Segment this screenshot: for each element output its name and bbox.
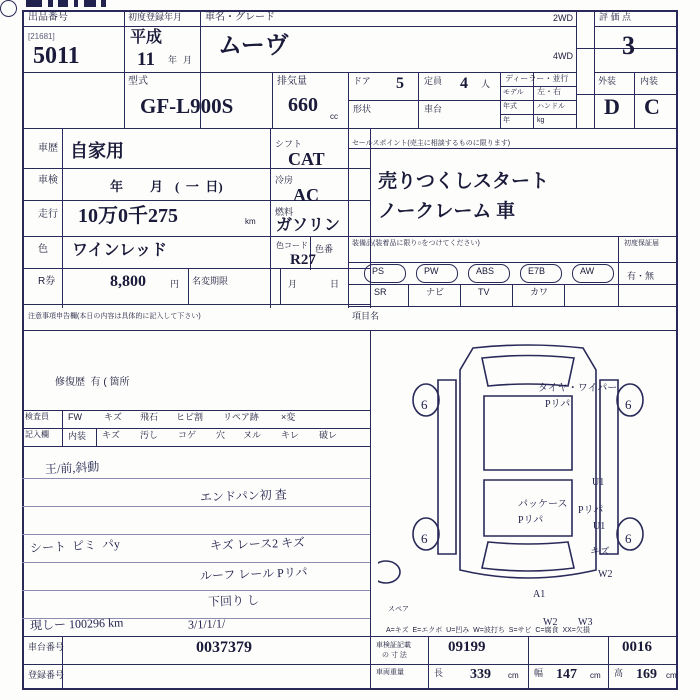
line-sales-bot xyxy=(348,236,676,237)
exhibit-no-value: 5011 xyxy=(33,43,80,69)
handwritten-note-1: エンドパン初 査 xyxy=(199,487,287,505)
check-item-2[interactable]: 飛石 xyxy=(140,412,159,422)
insp-year: 年 xyxy=(110,179,124,194)
label-use: 車歴 xyxy=(38,143,58,154)
label-interior-check: 内装 xyxy=(68,431,87,441)
line-m5b xyxy=(22,330,370,331)
label-shift: シフト xyxy=(275,139,303,149)
footer-right-top: 0016 xyxy=(622,639,652,655)
label-handle: ハンドル xyxy=(537,103,565,110)
label-sales-point: セールスポイント(売主に相談するものに限ります) xyxy=(352,140,511,147)
label-exhibit-no: 出品番号 xyxy=(28,12,68,23)
check-interior-item-1[interactable]: 汚し xyxy=(140,430,159,440)
label-fuel: 燃料 xyxy=(275,207,294,217)
handwritten-note-7: 3/1/1/1/ xyxy=(187,616,226,632)
color-value: ワインレッド xyxy=(72,242,167,259)
equip-item-e7b[interactable]: E7B xyxy=(528,266,546,276)
line-equip-1 xyxy=(348,262,676,263)
color-code-value: R27 xyxy=(290,252,316,268)
rule-1 xyxy=(22,478,370,479)
line-h-sub3 xyxy=(500,114,576,115)
footer-mid-top: 09199 xyxy=(448,639,486,655)
reg-era: 平成 xyxy=(130,29,163,46)
check-item-3[interactable]: ヒビ割 xyxy=(176,412,204,422)
label-color: 色 xyxy=(38,244,48,255)
equip-item-pw[interactable]: PW xyxy=(424,266,439,276)
check-interior-item-3[interactable]: 穴 xyxy=(216,430,226,440)
height-value: 169 xyxy=(636,667,657,682)
diagram-mark-3: Pリパ xyxy=(518,515,544,526)
label-displacement: 排気量 xyxy=(277,76,307,87)
label-color-code: 色コード xyxy=(276,241,308,250)
line-check-bot xyxy=(22,446,370,447)
label-dealer: ディーラー・並行 xyxy=(505,74,569,83)
rule-4 xyxy=(22,562,370,563)
diagram-mark-2: パッケース xyxy=(518,499,568,510)
ac-value: AC xyxy=(293,185,319,205)
diagram-mark-8: A1 xyxy=(533,589,546,600)
shift-value: CAT xyxy=(288,149,325,169)
label-ac: 冷房 xyxy=(275,175,294,185)
line-m4 xyxy=(22,268,370,269)
label-item: 項目名 xyxy=(352,311,380,321)
wheel-mark-1: 6 xyxy=(625,397,632,412)
line-v-f5 xyxy=(608,636,609,690)
label-kg: kg xyxy=(537,117,545,124)
exhibit-no-sub: [21681] xyxy=(28,32,55,41)
line-v-rcert xyxy=(188,268,189,304)
line-v-check2 xyxy=(96,428,97,446)
label-model: 型式 xyxy=(128,76,148,87)
line-h-grade xyxy=(594,26,676,27)
sales-line-2: ノークレーム 車 xyxy=(378,201,516,222)
label-4wd: 4WD xyxy=(553,51,573,61)
equip-divider-3 xyxy=(564,284,565,306)
grade-value: 3 xyxy=(622,31,635,60)
line-footer-mid xyxy=(22,664,676,665)
seat-value: 4 xyxy=(460,75,468,92)
reg-year: 11 xyxy=(137,49,155,70)
displacement-value: 660 xyxy=(288,94,318,116)
label-repair: 修復歴 有 ( 箇所 xyxy=(55,377,130,388)
line-v-left xyxy=(22,128,23,690)
rule-3 xyxy=(22,534,370,535)
wheel-mark-2: 6 xyxy=(421,531,428,546)
equip-item-1[interactable]: ナビ xyxy=(426,287,445,297)
line-v3 xyxy=(272,72,273,128)
maker-value: ムーヴ xyxy=(218,33,289,59)
diagram-mark-0: タイヤ・ワイパー xyxy=(538,383,618,394)
line-v-f3 xyxy=(428,636,429,690)
line-h-sub xyxy=(348,100,576,101)
wheel-mark-3: 6 xyxy=(625,531,632,546)
line-h-grade2 xyxy=(594,72,676,73)
rule-7 xyxy=(22,636,370,637)
handle-value: 左・右 xyxy=(537,87,561,96)
seat-unit: 人 xyxy=(481,79,491,89)
label-equipment: 装備品(装着品に限り○をつけてください) xyxy=(352,240,480,247)
width-unit: cm xyxy=(590,671,601,680)
equip-divider-1 xyxy=(460,284,461,306)
label-r-cert: R券 xyxy=(38,276,56,287)
label-model-3: 年式 xyxy=(503,103,517,110)
wheel-mark-0: 6 xyxy=(421,397,428,412)
length-value: 339 xyxy=(470,667,491,682)
equip-item-aw[interactable]: AW xyxy=(580,266,595,276)
displacement-unit: cc xyxy=(330,112,338,121)
reg-year-unit: 年 xyxy=(168,55,178,65)
check-item-0[interactable]: FW xyxy=(68,412,82,422)
label-seat: 定員 xyxy=(424,76,443,86)
handwritten-note-6: 現しー 100296 km xyxy=(29,615,124,633)
label-model-4: 年 xyxy=(503,117,510,124)
line-m5 xyxy=(22,304,370,305)
line-check-mid xyxy=(22,428,370,429)
line-v-rcert2 xyxy=(280,268,281,304)
length-unit: cm xyxy=(508,671,519,680)
equip-circle-ps xyxy=(364,264,406,283)
equip-divider-0 xyxy=(408,284,409,306)
line-check-top xyxy=(22,410,370,411)
check-interior-item-2[interactable]: コゲ xyxy=(178,430,197,440)
r-value: 8,800 xyxy=(110,273,146,290)
check-item-4[interactable]: リペア跡 xyxy=(223,412,259,422)
line-v8 xyxy=(594,10,595,128)
mileage-value: 10万0千275 xyxy=(78,205,178,227)
line-m3 xyxy=(22,236,370,237)
label-door: ドア xyxy=(353,76,371,86)
label-length: 長 xyxy=(434,668,444,678)
label-weight: 車両重量 xyxy=(376,669,404,676)
label-type-1: 車検証記載 xyxy=(376,642,411,649)
line-h-ext xyxy=(576,94,676,95)
frame-top xyxy=(22,10,678,12)
diagram-mark-7: キズ xyxy=(590,547,610,558)
diagram-mark-4: U1 xyxy=(592,477,605,488)
width-value: 147 xyxy=(556,667,577,682)
handwritten-note-3: キズ レース2 キズ xyxy=(209,535,306,553)
line-v-mid xyxy=(270,128,271,308)
label-inspector-2: 記入欄 xyxy=(25,430,49,439)
line-legend-top xyxy=(370,636,676,637)
label-reg-no: 登録番号 xyxy=(28,670,65,680)
handwritten-note-0: 王/前,斜動 xyxy=(44,459,100,477)
warranty-value: 有・無 xyxy=(627,271,655,281)
diagram-mark-9: W2 xyxy=(543,617,558,628)
label-warranty: 初度保証届 xyxy=(624,240,659,247)
door-value: 5 xyxy=(396,75,404,92)
line-v-warranty xyxy=(618,236,619,306)
label-mileage: 走行 xyxy=(38,209,58,220)
label-interior: 内装 xyxy=(640,76,659,86)
label-shape: 形状 xyxy=(353,104,372,114)
chassis-value: 0037379 xyxy=(196,639,252,656)
handwritten-note-2: シート ピミ パy xyxy=(29,536,121,556)
check-interior-item-6[interactable]: 破レ xyxy=(319,430,338,440)
insp-paren: ( 一 日) xyxy=(175,179,223,194)
insp-month: 月 xyxy=(150,179,164,194)
exterior-value: D xyxy=(604,94,620,119)
diagram-mark-5: Pリパ xyxy=(578,505,604,516)
frame-bottom xyxy=(22,688,678,690)
label-inspection: 車検 xyxy=(38,175,58,186)
label-model-2: モデル xyxy=(503,89,524,96)
line-v9 xyxy=(634,72,635,128)
label-limit: 名変期限 xyxy=(192,276,229,286)
label-height: 高 xyxy=(614,668,624,678)
label-chassis-no: 車台番号 xyxy=(28,642,65,652)
label-spare: スペア xyxy=(388,606,409,613)
fuel-value: ガソリン xyxy=(276,217,341,234)
line-item-bot xyxy=(348,330,676,331)
handwritten-note-4: ルーフ レール Pリパ xyxy=(199,565,308,583)
label-type-2: の 寸 法 xyxy=(382,652,407,659)
r-unit: 円 xyxy=(170,279,180,289)
model-value: GF-L900S xyxy=(140,94,234,118)
line-h2 xyxy=(22,128,676,129)
label-inspector-1: 検査員 xyxy=(25,412,49,421)
limit-month: 月 xyxy=(288,279,298,289)
diagram-mark-11: W2 xyxy=(598,569,613,580)
label-reg-date: 初度登録年月 xyxy=(128,12,183,22)
equip-divider-2 xyxy=(512,284,513,306)
interior-value: C xyxy=(644,94,660,119)
line-v-check xyxy=(62,410,63,446)
label-color-no: 色番 xyxy=(315,244,334,254)
line-v-mid2 xyxy=(348,128,349,308)
label-grade: 評 価 点 xyxy=(599,12,632,22)
rule-5 xyxy=(22,590,370,591)
use-value: 自家用 xyxy=(70,141,124,161)
equip-item-abs[interactable]: ABS xyxy=(476,266,495,276)
equip-item-2[interactable]: TV xyxy=(478,287,490,297)
height-unit: cm xyxy=(666,671,677,680)
line-h0b xyxy=(124,26,576,27)
check-interior-item-4[interactable]: ヌル xyxy=(243,430,262,440)
mileage-unit: km xyxy=(245,217,256,226)
reg-month-unit: 月 xyxy=(183,55,193,65)
handwritten-note-5: 下回り し xyxy=(207,593,260,609)
line-sales-top xyxy=(348,148,676,149)
diagram-mark-10: W3 xyxy=(578,617,593,628)
line-v7 xyxy=(576,10,577,128)
label-chassis-row: 車台 xyxy=(424,104,443,114)
line-v-label-col xyxy=(62,128,63,308)
label-maker-grade: 車名・グレード xyxy=(205,12,275,23)
check-item-1[interactable]: キズ xyxy=(104,412,122,422)
line-v-f2 xyxy=(370,636,371,690)
check-interior-item-0[interactable]: キズ xyxy=(102,430,120,440)
sales-line-1: 売りつくしスタート xyxy=(378,171,550,192)
line-h1 xyxy=(22,72,576,73)
label-2wd: 2WD xyxy=(553,13,573,23)
line-v-f4 xyxy=(528,636,529,690)
label-exterior: 外装 xyxy=(598,76,617,86)
check-interior-item-5[interactable]: キレ xyxy=(281,430,299,440)
equip-item-ps[interactable]: PS xyxy=(372,266,385,276)
equip-item-3[interactable]: カワ xyxy=(530,287,549,297)
legend-text: A=キズ E=エクボ U=凹み W=波打ち S=サビ C=腐食 XX=欠損 xyxy=(386,627,590,634)
limit-day: 日 xyxy=(330,279,340,289)
check-item-5[interactable]: ×変 xyxy=(281,412,296,422)
diagram-mark-6: U1 xyxy=(593,521,606,532)
rule-2 xyxy=(22,506,370,507)
diagram-mark-1: Pリパ xyxy=(545,399,571,410)
top-barcode-strip xyxy=(0,0,700,9)
equip-item-0[interactable]: SR xyxy=(374,287,387,297)
label-width: 幅 xyxy=(534,668,544,678)
line-v1 xyxy=(124,10,125,128)
line-equip-3 xyxy=(348,306,676,307)
label-notice: 注意事項申告欄(本日の内容は具体的に記入して下さい) xyxy=(28,313,201,320)
